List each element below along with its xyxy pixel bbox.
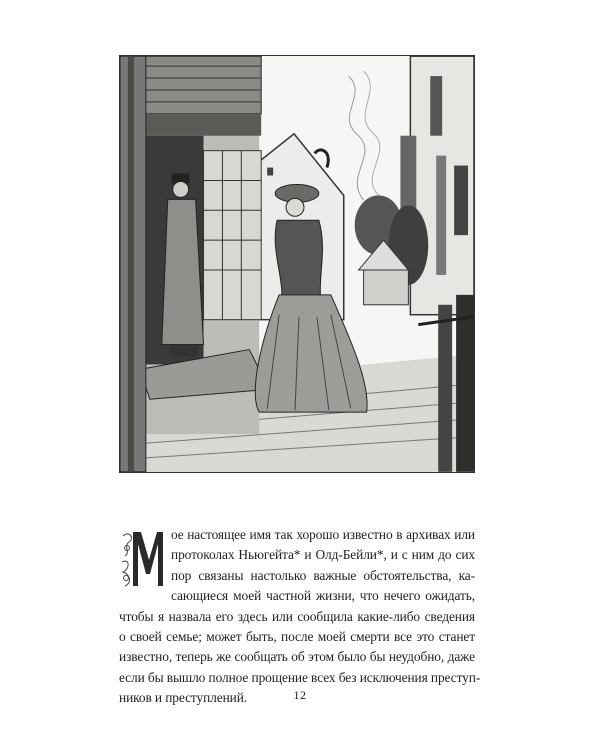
shop-upper-story — [142, 56, 261, 114]
middle-building-window — [267, 168, 273, 176]
engraving-drawing — [120, 56, 474, 472]
shop-cornice — [142, 114, 261, 136]
cottage — [364, 270, 409, 305]
text-line: протоколах Ньюгейта* и Олд-Бейли*, и с ним до сих — [171, 547, 475, 563]
text-line: сающиеся моей частной жизни, что нечего ожидать, — [171, 588, 475, 604]
street-scene-illustration — [119, 55, 475, 473]
text-line: известно, теперь же сообщать об этом было бы неудобно, даже — [119, 649, 475, 665]
right-building-window — [430, 76, 442, 136]
text-line: пор связаны настолько важные обстоятельства, ка- — [171, 567, 475, 583]
drop-cap — [119, 528, 165, 590]
right-building-pillar — [436, 156, 446, 275]
text-line: о своей семье; может быть, после моей смерти все это станет — [119, 629, 475, 645]
text-line: чтобы я назвала его здесь или сообщила какие-либо сведения — [119, 608, 475, 624]
text-line: если бы вышло полное прощение всех без исключения преступ- — [119, 669, 481, 685]
paragraph — [119, 525, 481, 709]
text-line: ое настоящее имя так хорошо известно в архивах или — [171, 527, 475, 542]
body-text — [119, 525, 481, 709]
page-number: 12 — [293, 688, 307, 702]
shop-window — [204, 151, 262, 320]
text-line: ников и преступлений. — [119, 690, 248, 706]
right-building-window — [454, 166, 468, 236]
pillar-shadow — [128, 56, 134, 472]
ornamental-initial-icon — [119, 528, 165, 590]
